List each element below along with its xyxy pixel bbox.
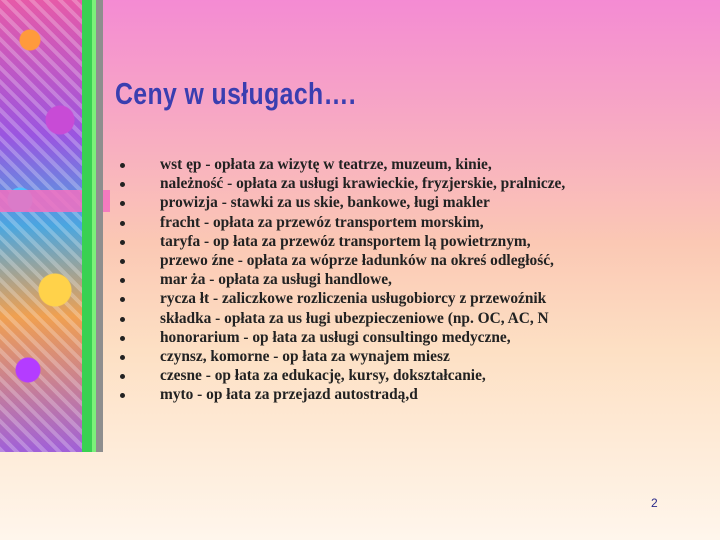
decorative-gray-bar [96, 0, 103, 452]
bullet-item-przewozne: przewo źne - opłata za wóprze ładunków na okreś odległość, [118, 251, 594, 270]
bullet-item-prowizja: prowizja - stawki za us skie, bankowe, ługi makler [118, 193, 594, 212]
bullet-item-czesne: czesne - op łata za edukację, kursy, dokształcanie, [118, 366, 594, 385]
bullet-item-taryfa: taryfa - op łata za przewóz transportem lą powietrznym, [118, 232, 594, 251]
decorative-green-bar [82, 0, 92, 452]
slide-title: Ceny w usługach…. [115, 76, 357, 111]
bullet-item-naleznosc: należność - opłata za usługi krawieckie, fryzjerskie, pralnicze, [118, 174, 594, 193]
bullet-item-skladka: składka - opłata za us ługi ubezpieczeniowe (np. OC, AC, N [118, 309, 594, 328]
bullet-list [118, 155, 594, 405]
bullet-item-myto: myto - op łata za przejazd autostradą,d [118, 385, 594, 404]
bullet-item-fracht: fracht - opłata za przewóz transportem morskim, [118, 213, 594, 232]
bullet-item-wstep: wst ęp - opłata za wizytę w teatrze, muzeum, kinie, [118, 155, 594, 174]
bullet-item-honorarium: honorarium - op łata za usługi consultingo medyczne, [118, 328, 594, 347]
bullet-item-marza: mar ża - opłata za usługi handlowe, [118, 270, 594, 289]
bullet-item-czynsz: czynsz, komorne - op łata za wynajem miesz [118, 347, 594, 366]
bullet-item-ryczalt: rycza łt - zaliczkowe rozliczenia usługobiorcy z przewoźnik [118, 289, 594, 308]
page-number: 2 [651, 496, 658, 510]
